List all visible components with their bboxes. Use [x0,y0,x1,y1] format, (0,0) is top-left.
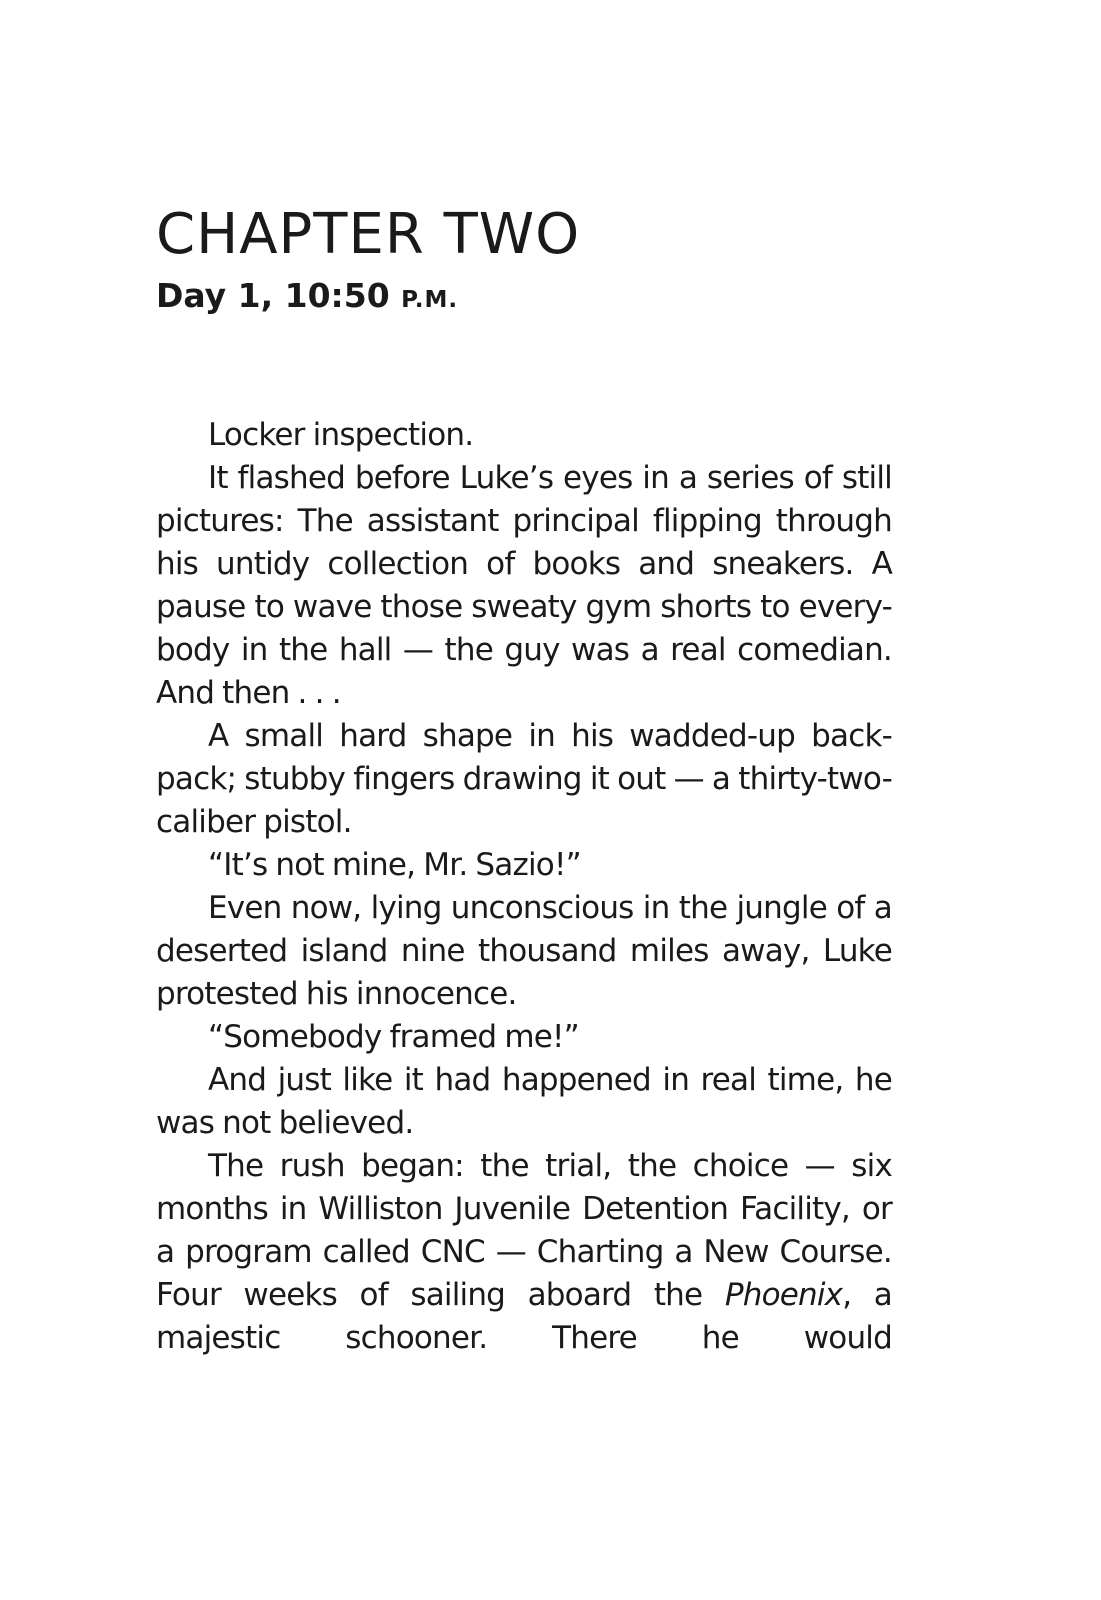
paragraph: A small hard shape in his wadded-up back-pack; stubby fingers drawing it out — a thirty-two-caliber pistol. [156,718,892,840]
paragraph: Even now, lying unconscious in the jungle of a deserted island nine thousand miles away, Luke protested his innocence. [156,890,892,1012]
paragraph-text: The rush began: the trial, the choice — six months in Williston Juvenile Detention Facility, or a program called CNC — Charting a New Course. Four weeks of sailing aboard the [156,1148,892,1313]
paragraph: It flashed before Luke’s eyes in a series of still pictures: The assistant principal flipping through his untidy collection of books and sneakers. A pause to wave those sweaty gym shorts to every-body in the hall — the guy was a real comedian. And then . . . [156,460,892,711]
chapter-time-suffix: P.M. [401,287,459,313]
paragraph: “Somebody framed me!” [208,1019,579,1055]
chapter-body [156,414,892,1360]
chapter-title: CHAPTER TWO [156,202,581,267]
paragraph: And just like it had happened in real time, he was not believed. [156,1062,892,1141]
ship-name: Phoenix [724,1277,843,1313]
paragraph [156,1145,892,1360]
chapter-subtitle [156,276,458,320]
paragraph-text: , a majestic schooner. There he would [156,1277,892,1356]
paragraph: “It’s not mine, Mr. Sazio!” [208,847,581,883]
chapter-date-time: Day 1, 10:50 [156,276,402,315]
paragraph: Locker inspection. [208,417,474,453]
